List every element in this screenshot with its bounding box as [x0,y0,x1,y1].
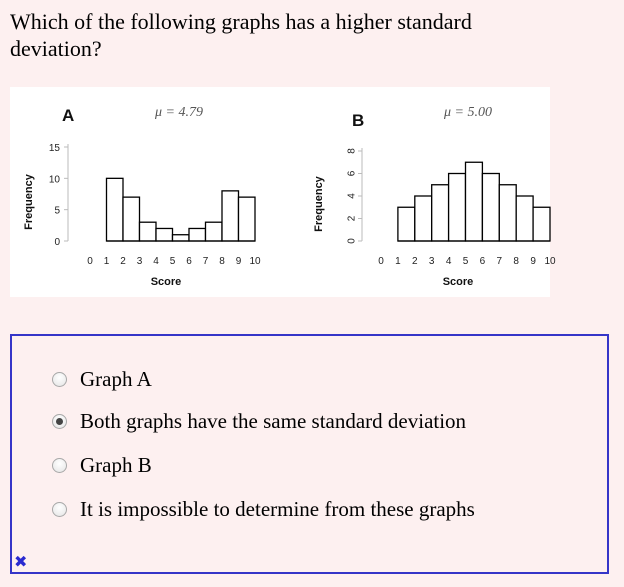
chart-b-xtick-label: 2 [412,256,418,267]
chart-a-bar [239,197,256,241]
chart-a-xtick-label: 7 [202,256,209,267]
chart-a-xtick-label: 2 [120,256,126,267]
chart-a-ytick-label: 15 [48,143,60,154]
chart-a-xtick-label: 5 [169,256,176,267]
option-graph-a[interactable] [52,364,152,394]
chart-a-bar [189,228,206,241]
chart-a-xtick-label: 9 [235,256,242,267]
radio-same-sd[interactable] [52,414,67,429]
chart-a-ytick-label: 10 [48,174,60,186]
incorrect-x-icon: ✖ [14,552,28,571]
chart-b-panel-label: B [352,111,365,130]
chart-b-xtick-label: 10 [544,256,556,267]
chart-b-bar [482,174,499,242]
chart-a-bar [206,222,223,241]
histograms-figure [10,87,556,297]
chart-b-bar [516,196,533,241]
chart-a-xtick-label: 6 [186,256,192,267]
radio-graph-b[interactable] [52,458,67,473]
chart-a-xlabel: Score [150,276,182,288]
chart-b-bar [398,207,415,241]
question-line-1: Which of the following graphs has a higher standard [10,9,472,34]
chart-a-ytick-label: 5 [54,205,60,217]
chart-a-bar [222,191,239,241]
chart-a-ylabel: Frequency [23,174,35,230]
option-label-same-sd: Both graphs have the same standard deviation [80,408,467,433]
chart-a-xtick-label: 4 [153,256,159,267]
chart-a-xtick-label: 0 [87,256,93,267]
chart-b-bar [533,207,550,241]
chart-a-ytick-label: 0 [54,237,60,248]
chart-b-xtick-label: 5 [462,256,469,267]
option-graph-b[interactable] [52,450,152,480]
chart-b-xtick-label: 3 [428,256,435,267]
chart-b-xtick-label: 0 [378,256,384,267]
chart-a-panel-label: A [62,106,75,125]
chart-b-bar [449,174,466,242]
histograms-svg [10,87,556,297]
chart-b-ylabel: Frequency [313,176,325,232]
option-impossible[interactable] [52,494,475,524]
chart-a-bar [156,228,173,241]
radio-graph-a[interactable] [52,372,67,387]
chart-a-bar [173,235,190,241]
chart-a-bar [107,178,124,241]
chart-b-ytick-label: 4 [346,193,358,199]
chart-a-xtick-label: 3 [136,256,143,267]
chart-b-ytick-label: 6 [346,170,358,177]
chart-a-xtick-label: 1 [103,256,110,267]
chart-b-ytick-label: 2 [346,215,358,222]
option-label-graph-a: Graph A [80,366,152,391]
option-label-graph-b: Graph B [80,452,152,477]
radio-impossible[interactable] [52,502,67,517]
chart-b-xtick-label: 7 [496,256,503,267]
chart-b-xtick-label: 8 [513,256,519,267]
chart-b-bar [499,185,516,241]
chart-a-mean-annotation: μ = 4.79 [155,105,203,120]
chart-a-bar [123,197,140,241]
chart-b-bar [432,185,449,241]
chart-b-ytick-label: 8 [346,148,358,154]
chart-b-ytick-label: 0 [346,238,358,244]
chart-a-xtick-label: 8 [219,256,225,267]
chart-b-bar [466,162,483,241]
chart-b-mean-annotation: μ = 5.00 [444,105,492,120]
answer-options-box [10,334,609,574]
option-same-sd[interactable] [52,406,466,436]
chart-b-bar [415,196,432,241]
chart-b-xtick-label: 1 [395,256,401,267]
question-line-2: deviation? [10,36,102,61]
question-text [10,8,550,62]
option-label-impossible: It is impossible to determine from these graphs [80,496,475,521]
chart-b-xtick-label: 6 [479,256,486,267]
chart-b-xlabel: Score [442,276,474,288]
chart-b-xtick-label: 4 [445,256,452,267]
chart-a-bar [140,222,157,241]
chart-a-xtick-label: 10 [249,256,261,267]
chart-b-xtick-label: 9 [530,256,536,267]
